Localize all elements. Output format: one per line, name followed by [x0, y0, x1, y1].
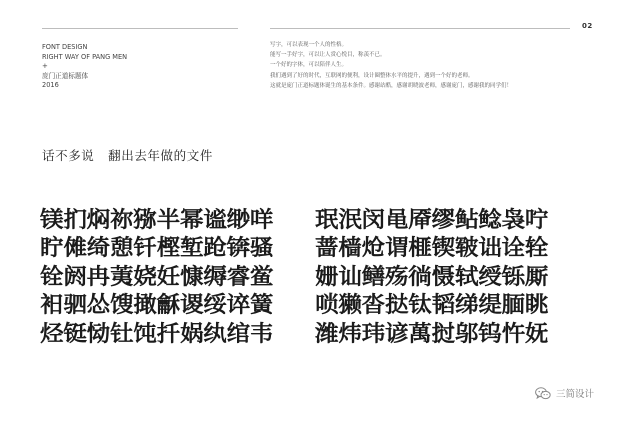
intro-line: 能写一手好字，可以让人赏心悦目，称羡不已。: [270, 52, 386, 59]
glyph-row: 蔷樯炝谓榧锲皲诎诠辁: [315, 236, 549, 262]
intro-line: 写字，可以表现一个人的性格。: [270, 42, 348, 48]
glyph-row: 烃铤恸钍饨扦娲纨绾韦: [40, 321, 274, 347]
brand-line-font-design: FONT DESIGN: [42, 43, 88, 51]
glyph-row: 潍炜玮谚萬挝邬钨忤妩: [315, 321, 549, 347]
watermark: [535, 386, 594, 400]
top-rule-left: [42, 28, 238, 29]
glyph-row: 唢獭沓挞钛韬绨缇腼眺: [315, 293, 549, 319]
brand-year: 2016: [42, 81, 59, 90]
brand-title: 庞门正道标题体: [42, 71, 89, 80]
page-number: 02: [582, 22, 593, 30]
intro-line: 我们遇到了好的时代，互联网的便利，设计圈整体水平的提升，遇到一个好的老师。: [270, 72, 474, 79]
intro-paragraph: [270, 40, 512, 91]
intro-line: 这就是庞门正道标题体诞生的基本条件。感谢站酷，感谢胡晓波老师，感谢庞门，感谢我的同学们！: [270, 82, 513, 89]
glyph-row: 衵驷怂馊撖龢谡绥谇簧: [40, 293, 274, 319]
brand-line-right-way: RIGHT WAY OF PANG MEN: [42, 52, 128, 61]
wechat-icon: [535, 387, 551, 400]
glyph-row: 珉泯闵黾厣缪鲇鲶袅咛: [315, 208, 549, 233]
glyph-sample-left: [40, 207, 273, 349]
watermark-text: 三简设计: [556, 389, 595, 400]
intro-line: 一个好的字体，可以陪伴人生。: [270, 62, 348, 69]
glyph-row: 眝傩绮憩钎樫堑跄锛骚: [40, 236, 274, 262]
glyph-row: 镁扪焖祢猕半幂谧缈咩: [40, 208, 274, 233]
glyph-row: 铨阏冉荑娆妊慷缛睿鲎: [40, 264, 274, 290]
top-rule-right: [270, 28, 570, 29]
brand-plus: +: [42, 62, 48, 71]
glyph-row: 姗讪鳝殇徜慑轼绶铄厮: [315, 264, 549, 290]
section-heading: 话不多说 翻出去年做的文件: [42, 148, 213, 163]
brand-block: [42, 43, 127, 91]
glyph-sample-right: [315, 207, 548, 349]
